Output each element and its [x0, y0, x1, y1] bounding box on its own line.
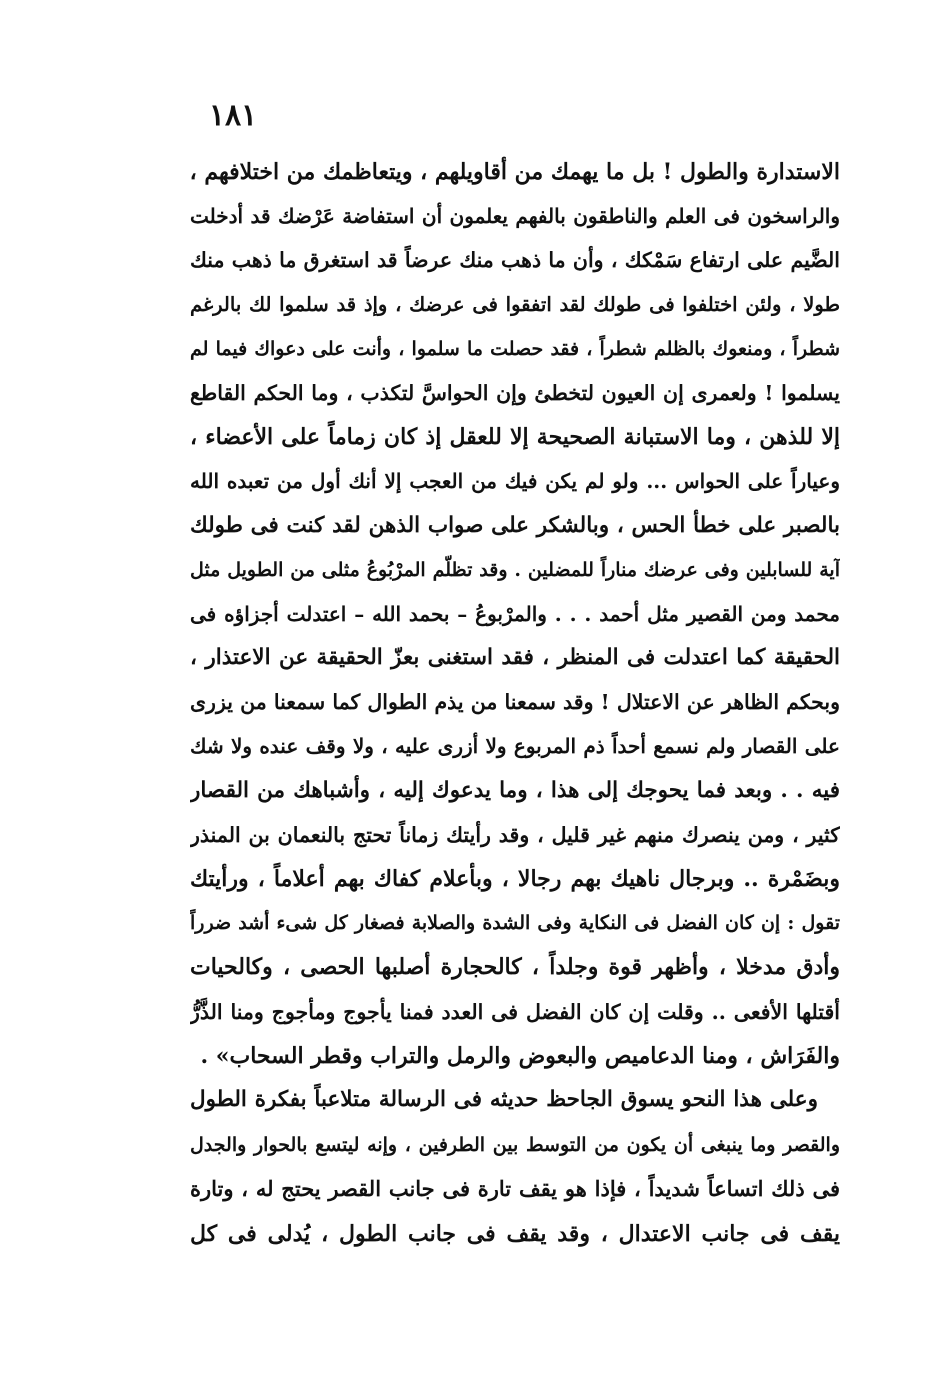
text-line: محمد ومن القصير مثل أحمد . . . والمرْبوعُ – بحمد الله – اعتدلت أجزاؤه فى [190, 601, 840, 626]
text-line: إلا للذهن ، وما الاستبانة الصحيحة إلا للعقل إذ كان زماماً على الأعضاء ، [190, 424, 840, 451]
text-line: آية للسابلين وفى عرضك مناراً للمضلين . وقد تظلّم المرْبُوعُ مثلى من الطويل مثل [190, 558, 840, 581]
text-line: بالصبر على خطأ الحس ، وبالشكر على صواب الذهن لقد كنت فى طولك [190, 512, 840, 538]
text-line: وبضَمْرة .. وبرجال ناهيك بهم رجالا ، وبأعلام كفاك بهم أعلاماً ، ورأيتك [190, 866, 840, 892]
text-line: كثير ، ومن ينصرك منهم غير قليل ، وقد رأيتك زماناً تحتج بالنعمان بن المنذر [190, 822, 840, 847]
text-line: شطراً ، ومنعوك بالظلم شطراً ، فقد حصلت ما سلموا ، وأنت على دعواك فيما لم [190, 337, 840, 360]
text-line: الاستدارة والطول ! بل ما يهمك من أقاويلهم ، ويتعاظمك من اختلافهم ، [190, 159, 840, 185]
text-line: وعياراً على الحواس ... ولو لم يكن فيك من العجب إلا أنك أول من تعبده الله [190, 469, 840, 494]
text-line: الضَّيم على ارتفاع سَمْكك ، وأن ما ذهب منك عرضاً قد استغرق ما ذهب منك [190, 248, 840, 273]
paragraph-1 [190, 150, 840, 1078]
text-line: والراسخون فى العلم والناطقون بالفهم يعلمون أن استفاضة عَرْضك قد أدخلت [190, 204, 840, 229]
text-line: يسلموا ! ولعمرى إن العيون لتخطئ وإن الحواسَّ لتكذب ، وما الحكم القاطع [190, 380, 840, 405]
text-line: فيه . . وبعد فما يحوجك إلى هذا ، وما يدعوك إليه ، وأشباهك من القصار [190, 777, 840, 803]
text-line: يقف فى جانب الاعتدال ، وقد يقف فى جانب الطول ، يُدلى فى كل [190, 1220, 840, 1247]
text-line: على القصار ولم نسمع أحداً ذم المربوع ولا أزرى عليه ، ولا وقف عنده ولا شك [190, 734, 840, 759]
text-line: طولا ، ولئن اختلفوا فى طولك لقد اتفقوا فى عرضك ، وإذ قد سلموا لك بالرغم [190, 292, 840, 316]
text-line: والقصر وما ينبغى أن يكون من التوسط بين الطرفين ، وإنه ليتسع بالحوار والجدل [190, 1133, 840, 1156]
page-number: ١٨١ [208, 98, 258, 133]
paragraph-2 [190, 1078, 840, 1256]
text-line: أقتلها الأفعى .. وقلت إن كان الفضل فى العدد فمنا يأجوج ومأجوج ومنا الذَّرُّ [190, 999, 840, 1024]
text-line: وأدق مدخلا ، وأظهر قوة وجلداً ، كالحجارة أصلبها الحصى ، وكالحيات [190, 954, 840, 981]
text-line: فى ذلك اتساعاً شديداً ، فإذا هو يقف تارة فى جانب القصر يحتج له ، وتارة [190, 1176, 840, 1202]
text-line: وبحكم الظاهر عن الاعتلال ! وقد سمعنا من يذم الطوال كما سمعنا من يزرى [190, 690, 840, 715]
text-line: والفَرَاش ، ومنا الدعاميص والبعوض والرمل والتراب وقطر السحاب» . [200, 1042, 840, 1069]
text-line: تقول : إن كان الفضل فى النكاية وفى الشدة والصلابة فصغار كل شىء أشد ضرراً [190, 912, 840, 935]
text-line: الحقيقة كما اعتدلت فى المنظر ، فقد استغنى بعزّ الحقيقة عن الاعتذار ، [190, 645, 840, 671]
text-line: وعلى هذا النحو يسوق الجاحظ حديثه فى الرسالة متلاعباً بفكرة الطول [190, 1087, 818, 1112]
